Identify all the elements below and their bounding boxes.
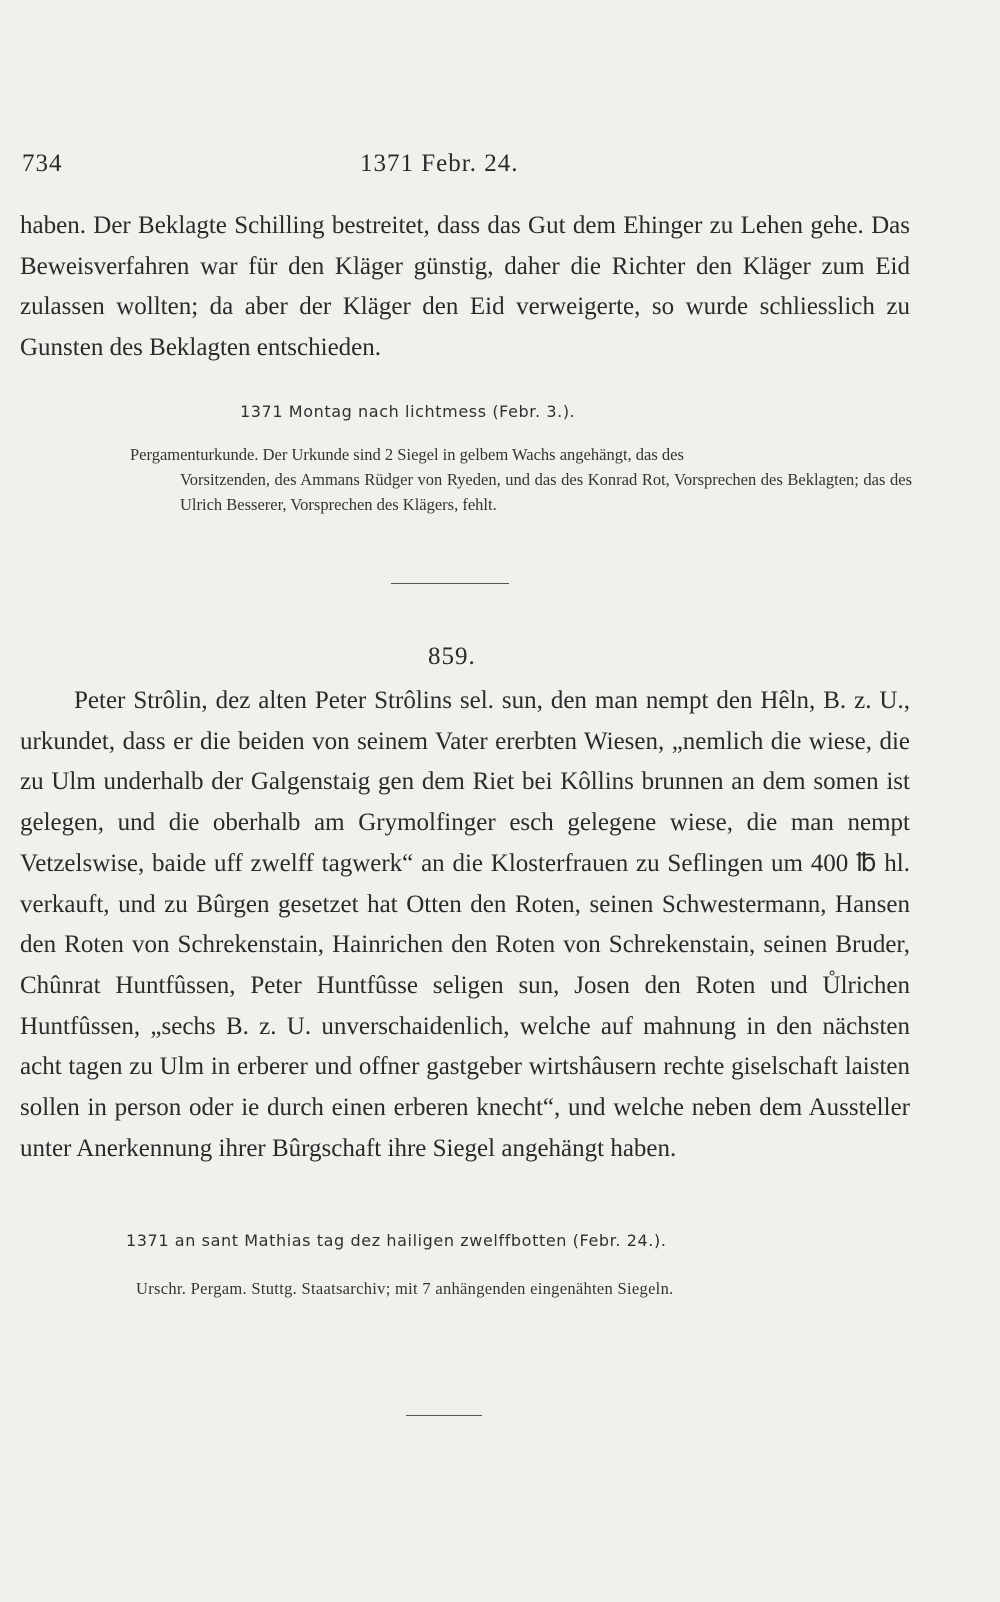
entry-text: Peter Strôlin, dez alten Peter Strôlins sel. sun, den man nempt den Hêln, B. z. U., urkundet, dass er die beiden von seinem Vater ererbten Wiesen, „nemlich die wiese, die zu Ulm underhalb der Galgenstaig gen dem Riet bei Kôllins brunnen an dem somen ist gelegen, und die oberhalb am Grymolfinger esch gelegene wiese, die man nempt Vetzelswise, baide uff zwelff tagwerk“ an die Klosterfrauen zu Seflingen um 400 ℔ hl. verkauft, und zu Bûrgen gesetzet hat Otten den Roten, seinen Schwestermann, Hansen den Roten von Schrekenstain, Hainrichen den Roten von Schrekenstain, seinen Bruder, Chûnrat Huntfûssen, Peter Huntfûsse seligen sun, Josen den Roten und Ůlrichen Huntfûssen, „sechs B. z. U. unverschaidenlich, welche auf mahnung in den nächsten acht tagen zu Ulm in erberer und offner gastgeber wirtshâusern rechte giselschaft laisten sollen in person oder ie durch einen erberen knecht“, und welche neben dem Aussteller unter Anerkennung ihrer Bûrgschaft ihre Siegel angehängt haben. (20, 687, 910, 1162)
end-separator (406, 1415, 482, 1416)
previous-entry-source-note (130, 442, 912, 517)
entry-number: 859. (428, 643, 476, 670)
previous-entry-date-line: 1371 Montag nach lichtmess (Febr. 3.). (240, 402, 576, 421)
header-date: 1371 Febr. 24. (360, 150, 519, 177)
page-number: 734 (22, 150, 63, 177)
previous-entry-text: haben. Der Beklagte Schilling bestreitet, dass das Gut dem Ehinger zu Lehen gehe. Das Beweisverfahren war für den Kläger günstig, daher die Richter den Kläger zum Eid zulassen wollten; da aber der Kläger den Eid verweigerte, so wurde schliesslich zu Gunsten des Beklagten entschieden. (20, 212, 910, 362)
source-note-continuation: Vorsitzenden, des Ammans Rüdger von Ryeden, und das des Konrad Rot, Vorsprechen des Beklagten; das des Ulrich Besserer, Vorsprechen des Klägers, fehlt. (180, 470, 912, 514)
entry-source-note: Urschr. Pergam. Stuttg. Staatsarchiv; mit 7 anhängenden eingenähten Siegeln. (136, 1279, 674, 1298)
source-note-first-line: Pergamenturkunde. Der Urkunde sind 2 Siegel in gelbem Wachs angehängt, das des (130, 445, 684, 464)
entry-date-line: 1371 an sant Mathias tag dez hailigen zwelffbotten (Febr. 24.). (126, 1231, 667, 1250)
section-separator (391, 583, 509, 584)
running-header (22, 150, 902, 190)
